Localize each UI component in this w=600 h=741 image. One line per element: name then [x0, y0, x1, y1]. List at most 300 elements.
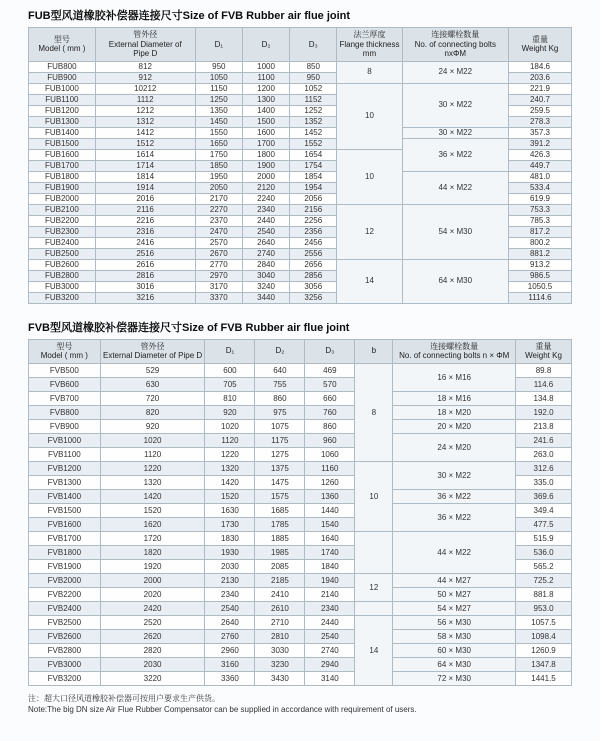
fvb-row-FVB700 [29, 391, 572, 405]
fvb-cell: 1420 [100, 489, 205, 503]
fub-cell: 3170 [195, 281, 242, 292]
fub-cell: 800.2 [508, 237, 571, 248]
fub-column-header: 型号 Model ( mm ) [29, 28, 96, 61]
fub-bolts-cell: 24 × M22 [402, 61, 508, 83]
fub-cell: 2270 [195, 204, 242, 215]
fvb-cell: 1940 [305, 573, 355, 587]
fub-cell: 850 [290, 61, 337, 72]
fub-cell: FUB1600 [29, 149, 96, 160]
fub-cell: 2470 [195, 226, 242, 237]
fvb-cell: 1075 [255, 419, 305, 433]
fub-cell: 2156 [290, 204, 337, 215]
fub-flange-cell: 8 [337, 61, 402, 83]
fvb-row-FVB900 [29, 419, 572, 433]
fvb-row-FVB2800 [29, 643, 572, 657]
fub-cell: 1150 [195, 83, 242, 94]
fub-cell: 2970 [195, 270, 242, 281]
fvb-cell: 1985 [255, 545, 305, 559]
fub-row-FUB1400 [29, 127, 572, 138]
fub-cell: 1814 [95, 171, 195, 182]
fvb-cell: 515.9 [516, 531, 572, 545]
fvb-cell: 2810 [255, 629, 305, 643]
fub-bolts-cell: 30 × M22 [402, 127, 508, 138]
fvb-cell: 536.0 [516, 545, 572, 559]
fvb-row-FVB2000 [29, 573, 572, 587]
fvb-cell: 2185 [255, 573, 305, 587]
fvb-cell: FVB2500 [29, 615, 101, 629]
fvb-cell: 1685 [255, 503, 305, 517]
fub-cell: 184.6 [508, 61, 571, 72]
fub-cell: 2000 [242, 171, 289, 182]
fub-row-FUB1500 [29, 138, 572, 149]
fvb-cell: FVB500 [29, 363, 101, 377]
fvb-cell: 2085 [255, 559, 305, 573]
fub-column-header: D₁ [195, 28, 242, 61]
fub-cell: 912 [95, 72, 195, 83]
fvb-cell: 860 [255, 391, 305, 405]
fub-cell: 2540 [242, 226, 289, 237]
fub-cell: 1654 [290, 149, 337, 160]
fvb-cell: FVB1600 [29, 517, 101, 531]
fvb-column-header: 重量 Weight Kg [516, 339, 572, 363]
fub-column-header: 重量 Weight Kg [508, 28, 571, 61]
fvb-cell: 2540 [205, 601, 255, 615]
fvb-cell: 920 [205, 405, 255, 419]
fub-column-header: 管外径 External Diameter of Pipe D [95, 28, 195, 61]
fub-cell: 533.4 [508, 182, 571, 193]
fvb-cell: 1120 [100, 447, 205, 461]
fub-cell: FUB1700 [29, 160, 96, 171]
fvb-row-FVB1200 [29, 461, 572, 475]
fvb-cell: FVB600 [29, 377, 101, 391]
fvb-bolts-cell: 18 × M16 [393, 391, 516, 405]
fvb-cell: 2540 [305, 629, 355, 643]
fub-cell: 1954 [290, 182, 337, 193]
fvb-cell: 1730 [205, 517, 255, 531]
fvb-bolts-cell: 20 × M20 [393, 419, 516, 433]
fub-cell: 1754 [290, 160, 337, 171]
fvb-cell: 1098.4 [516, 629, 572, 643]
fvb-cell: 810 [205, 391, 255, 405]
fub-cell: 1350 [195, 105, 242, 116]
fvb-cell: 2710 [255, 615, 305, 629]
section-divider [28, 304, 572, 318]
fvb-cell: 630 [100, 377, 205, 391]
fvb-cell: 2020 [100, 587, 205, 601]
fvb-cell: 213.8 [516, 419, 572, 433]
fvb-column-header: 管外径 External Diameter of Pipe D [100, 339, 205, 363]
fvb-cell: 1720 [100, 531, 205, 545]
fvb-cell: FVB1400 [29, 489, 101, 503]
fub-cell: FUB2500 [29, 248, 96, 259]
fvb-cell: 2960 [205, 643, 255, 657]
fub-cell: FUB1300 [29, 116, 96, 127]
fub-cell: 1512 [95, 138, 195, 149]
fvb-cell: 600 [205, 363, 255, 377]
fub-cell: 2516 [95, 248, 195, 259]
fvb-header-row [29, 339, 572, 363]
fvb-row-FVB2500 [29, 615, 572, 629]
fub-cell: 2670 [195, 248, 242, 259]
fvb-cell: FVB1200 [29, 461, 101, 475]
fvb-cell: FVB1100 [29, 447, 101, 461]
fvb-column-header: D₁ [205, 339, 255, 363]
fub-cell: 2050 [195, 182, 242, 193]
fub-bolts-cell: 64 × M30 [402, 259, 508, 303]
fub-spec-table [28, 27, 572, 303]
fvb-cell: 820 [100, 405, 205, 419]
fub-cell: 1500 [242, 116, 289, 127]
fvb-cell: 1540 [305, 517, 355, 531]
fvb-cell: 3140 [305, 671, 355, 685]
fub-cell: 1312 [95, 116, 195, 127]
fvb-cell: FVB1500 [29, 503, 101, 517]
fub-cell: 2340 [242, 204, 289, 215]
fvb-cell: 570 [305, 377, 355, 391]
fub-cell: 1152 [290, 94, 337, 105]
fvb-cell: FVB2000 [29, 573, 101, 587]
fvb-cell: 1820 [100, 545, 205, 559]
fvb-bolts-cell: 64 × M30 [393, 657, 516, 671]
fub-cell: 1300 [242, 94, 289, 105]
fub-header-row [29, 28, 572, 61]
fub-cell: 753.3 [508, 204, 571, 215]
fvb-cell: 953.0 [516, 601, 572, 615]
fvb-row-FVB500 [29, 363, 572, 377]
fvb-bolts-cell: 56 × M30 [393, 615, 516, 629]
fub-cell: 2640 [242, 237, 289, 248]
fvb-cell: 920 [100, 419, 205, 433]
fvb-cell: 349.4 [516, 503, 572, 517]
fvb-cell: 1275 [255, 447, 305, 461]
fvb-cell: 1740 [305, 545, 355, 559]
fvb-cell: 725.2 [516, 573, 572, 587]
fub-cell: 259.5 [508, 105, 571, 116]
fub-cell: 3016 [95, 281, 195, 292]
fvb-cell: 2030 [100, 657, 205, 671]
fvb-cell: 1220 [205, 447, 255, 461]
fub-cell: 913.2 [508, 259, 571, 270]
fvb-section [28, 322, 572, 686]
fvb-cell: 3360 [205, 671, 255, 685]
fvb-cell: 1475 [255, 475, 305, 489]
fub-cell: FUB1800 [29, 171, 96, 182]
fvb-cell: 134.8 [516, 391, 572, 405]
fvb-cell: 114.6 [516, 377, 572, 391]
fub-row-FUB800 [29, 61, 572, 72]
fub-cell: 1352 [290, 116, 337, 127]
fub-cell: 1450 [195, 116, 242, 127]
fvb-cell: 477.5 [516, 517, 572, 531]
fvb-cell: 192.0 [516, 405, 572, 419]
fvb-cell: FVB1700 [29, 531, 101, 545]
fvb-cell: 640 [255, 363, 305, 377]
fub-cell: 1650 [195, 138, 242, 149]
fub-cell: 1452 [290, 127, 337, 138]
fvb-cell: 3160 [205, 657, 255, 671]
fvb-cell: 369.6 [516, 489, 572, 503]
fvb-cell: 1520 [205, 489, 255, 503]
fub-cell: 357.3 [508, 127, 571, 138]
fub-cell: 1614 [95, 149, 195, 160]
fvb-b-cell [355, 601, 393, 615]
fub-cell: 1850 [195, 160, 242, 171]
fvb-row-FVB1000 [29, 433, 572, 447]
fub-column-header: 连接螺栓数量 No. of connecting bolts nxΦM [402, 28, 508, 61]
fub-cell: 2170 [195, 193, 242, 204]
fub-cell: 391.2 [508, 138, 571, 149]
fvb-bolts-cell: 18 × M20 [393, 405, 516, 419]
fvb-cell: 1160 [305, 461, 355, 475]
fub-cell: 240.7 [508, 94, 571, 105]
fub-cell: FUB2200 [29, 215, 96, 226]
fub-cell: FUB1500 [29, 138, 96, 149]
fvb-cell: 1420 [205, 475, 255, 489]
fub-cell: 2456 [290, 237, 337, 248]
fvb-bolts-cell: 30 × M22 [393, 461, 516, 489]
fub-cell: 2016 [95, 193, 195, 204]
fvb-cell: 860 [305, 419, 355, 433]
fub-row-FUB1800 [29, 171, 572, 182]
fvb-cell: 2520 [100, 615, 205, 629]
fub-bolts-cell: 36 × M22 [402, 138, 508, 171]
fvb-row-FVB1400 [29, 489, 572, 503]
fub-cell: 1400 [242, 105, 289, 116]
fvb-cell: 1620 [100, 517, 205, 531]
fub-flange-cell: 12 [337, 204, 402, 259]
fvb-cell: 2340 [205, 587, 255, 601]
fub-cell: 1252 [290, 105, 337, 116]
fub-cell: 2116 [95, 204, 195, 215]
fub-cell: 449.7 [508, 160, 571, 171]
fvb-row-FVB2200 [29, 587, 572, 601]
fvb-cell: FVB2800 [29, 643, 101, 657]
fvb-b-cell: 10 [355, 461, 393, 531]
fvb-column-header: D₃ [305, 339, 355, 363]
fub-cell: 2656 [290, 259, 337, 270]
fvb-cell: 1375 [255, 461, 305, 475]
fvb-row-FVB1700 [29, 531, 572, 545]
fvb-cell: 335.0 [516, 475, 572, 489]
fub-row-FUB2600 [29, 259, 572, 270]
fvb-cell: 1785 [255, 517, 305, 531]
fvb-cell: 2740 [305, 643, 355, 657]
fub-cell: FUB2000 [29, 193, 96, 204]
fvb-cell: 1060 [305, 447, 355, 461]
fub-cell: 278.3 [508, 116, 571, 127]
fub-section [28, 10, 572, 304]
fub-row-FUB2100 [29, 204, 572, 215]
fub-cell: 203.6 [508, 72, 571, 83]
fub-cell: FUB2100 [29, 204, 96, 215]
fub-table-title: FUB型风道橡胶补偿器连接尺寸Size of FVB Rubber air flue joint [28, 10, 351, 22]
fvb-cell: 1441.5 [516, 671, 572, 685]
fvb-cell: FVB2200 [29, 587, 101, 601]
fvb-cell: 760 [305, 405, 355, 419]
fvb-cell: 1057.5 [516, 615, 572, 629]
fub-cell: 785.3 [508, 215, 571, 226]
fvb-cell: 263.0 [516, 447, 572, 461]
fub-cell: 1052 [290, 83, 337, 94]
fub-bolts-cell: 30 × M22 [402, 83, 508, 127]
footer-notes [28, 693, 572, 716]
fvb-cell: 705 [205, 377, 255, 391]
fvb-cell: FVB3000 [29, 657, 101, 671]
fvb-spec-table [28, 339, 572, 686]
fub-cell: 426.3 [508, 149, 571, 160]
fub-column-header: D₃ [290, 28, 337, 61]
fub-cell: 1950 [195, 171, 242, 182]
fub-cell: 1600 [242, 127, 289, 138]
fvb-cell: 1360 [305, 489, 355, 503]
fvb-bolts-cell: 24 × M20 [393, 433, 516, 461]
fvb-cell: 975 [255, 405, 305, 419]
fub-cell: 3256 [290, 292, 337, 303]
fvb-cell: 1830 [205, 531, 255, 545]
fvb-b-cell: 8 [355, 363, 393, 461]
fvb-b-cell [355, 531, 393, 573]
fub-cell: 619.9 [508, 193, 571, 204]
fub-cell: FUB800 [29, 61, 96, 72]
fvb-cell: 1320 [100, 475, 205, 489]
fub-cell: FUB1200 [29, 105, 96, 116]
fvb-column-header: 连接螺栓数量 No. of connecting bolts n × ΦM [393, 339, 516, 363]
fvb-row-FVB2400 [29, 601, 572, 615]
fvb-cell: 2000 [100, 573, 205, 587]
fub-flange-cell: 10 [337, 149, 402, 204]
fvb-cell: 2940 [305, 657, 355, 671]
fub-cell: 1714 [95, 160, 195, 171]
fvb-cell: 1260.9 [516, 643, 572, 657]
fvb-cell: 3230 [255, 657, 305, 671]
fub-cell: 2556 [290, 248, 337, 259]
fub-cell: FUB3200 [29, 292, 96, 303]
fub-cell: FUB2400 [29, 237, 96, 248]
fvb-cell: 1320 [205, 461, 255, 475]
fvb-cell: 2820 [100, 643, 205, 657]
fub-cell: 3240 [242, 281, 289, 292]
fvb-cell: 529 [100, 363, 205, 377]
fub-cell: 1050.5 [508, 281, 571, 292]
fub-cell: 2370 [195, 215, 242, 226]
fub-cell: FUB2800 [29, 270, 96, 281]
fub-bolts-cell: 54 × M30 [402, 204, 508, 259]
fvb-row-FVB1500 [29, 503, 572, 517]
fvb-cell: 3030 [255, 643, 305, 657]
fub-cell: 812 [95, 61, 195, 72]
fub-cell: 2356 [290, 226, 337, 237]
fub-column-header: 法兰厚度 Flange thickness mm [337, 28, 402, 61]
fvb-bolts-cell: 44 × M22 [393, 531, 516, 573]
note-english: Note:The big DN size Air Flue Rubber Compensator can be supplied in accordance with requirement of users. [28, 705, 417, 715]
fub-cell: 1550 [195, 127, 242, 138]
fvb-b-cell: 12 [355, 573, 393, 601]
fub-flange-cell: 14 [337, 259, 402, 303]
fvb-cell: 2420 [100, 601, 205, 615]
fvb-bolts-cell: 54 × M27 [393, 601, 516, 615]
fvb-cell: FVB1900 [29, 559, 101, 573]
fub-cell: 1552 [290, 138, 337, 149]
fvb-bolts-cell: 36 × M22 [393, 503, 516, 531]
fvb-cell: FVB700 [29, 391, 101, 405]
fub-cell: 1212 [95, 105, 195, 116]
fvb-row-FVB800 [29, 405, 572, 419]
fvb-cell: 2030 [205, 559, 255, 573]
fub-cell: 2256 [290, 215, 337, 226]
fvb-cell: FVB2400 [29, 601, 101, 615]
fub-cell: 3056 [290, 281, 337, 292]
fub-cell: 2840 [242, 259, 289, 270]
fvb-cell: 469 [305, 363, 355, 377]
fub-cell: FUB2300 [29, 226, 96, 237]
fub-cell: FUB3000 [29, 281, 96, 292]
fvb-cell: 960 [305, 433, 355, 447]
fub-cell: 1000 [242, 61, 289, 72]
fub-cell: 1250 [195, 94, 242, 105]
fvb-cell: 1220 [100, 461, 205, 475]
fvb-cell: 660 [305, 391, 355, 405]
fvb-cell: 1347.8 [516, 657, 572, 671]
fub-cell: 2616 [95, 259, 195, 270]
fub-cell: 1900 [242, 160, 289, 171]
fvb-cell: 2340 [305, 601, 355, 615]
fub-cell: FUB1100 [29, 94, 96, 105]
fvb-bolts-cell: 16 × M16 [393, 363, 516, 391]
fvb-cell: 1120 [205, 433, 255, 447]
fvb-cell: 2140 [305, 587, 355, 601]
fvb-cell: 720 [100, 391, 205, 405]
fvb-cell: 881.8 [516, 587, 572, 601]
fvb-cell: 1175 [255, 433, 305, 447]
fvb-cell: 2640 [205, 615, 255, 629]
fub-cell: 10212 [95, 83, 195, 94]
fub-cell: 950 [195, 61, 242, 72]
fub-cell: FUB1900 [29, 182, 96, 193]
fvb-column-header: b [355, 339, 393, 363]
fvb-cell: 755 [255, 377, 305, 391]
fub-cell: 2440 [242, 215, 289, 226]
fub-cell: 3370 [195, 292, 242, 303]
fub-cell: 2240 [242, 193, 289, 204]
fub-cell: 3040 [242, 270, 289, 281]
fvb-bolts-cell: 44 × M27 [393, 573, 516, 587]
fvb-cell: FVB1800 [29, 545, 101, 559]
fvb-column-header: D₂ [255, 339, 305, 363]
fvb-cell: 1630 [205, 503, 255, 517]
fvb-cell: FVB2600 [29, 629, 101, 643]
fub-cell: FUB1000 [29, 83, 96, 94]
fub-cell: 2416 [95, 237, 195, 248]
fub-cell: 1114.6 [508, 292, 571, 303]
fub-cell: 2316 [95, 226, 195, 237]
fvb-row-FVB3200 [29, 671, 572, 685]
fvb-row-FVB3000 [29, 657, 572, 671]
fvb-bolts-cell: 50 × M27 [393, 587, 516, 601]
fvb-cell: FVB800 [29, 405, 101, 419]
fub-cell: 2056 [290, 193, 337, 204]
fub-cell: 986.5 [508, 270, 571, 281]
fub-cell: 1854 [290, 171, 337, 182]
fvb-cell: 89.8 [516, 363, 572, 377]
fvb-cell: FVB1000 [29, 433, 101, 447]
fub-bolts-cell: 44 × M22 [402, 171, 508, 204]
fvb-table-title: FVB型风道橡胶补偿器连接尺寸Size of FVB Rubber air flue joint [28, 321, 350, 334]
fub-column-header: D₂ [242, 28, 289, 61]
fub-cell: 2856 [290, 270, 337, 281]
fvb-cell: 2620 [100, 629, 205, 643]
fvb-cell: 565.2 [516, 559, 572, 573]
fvb-bolts-cell: 60 × M30 [393, 643, 516, 657]
